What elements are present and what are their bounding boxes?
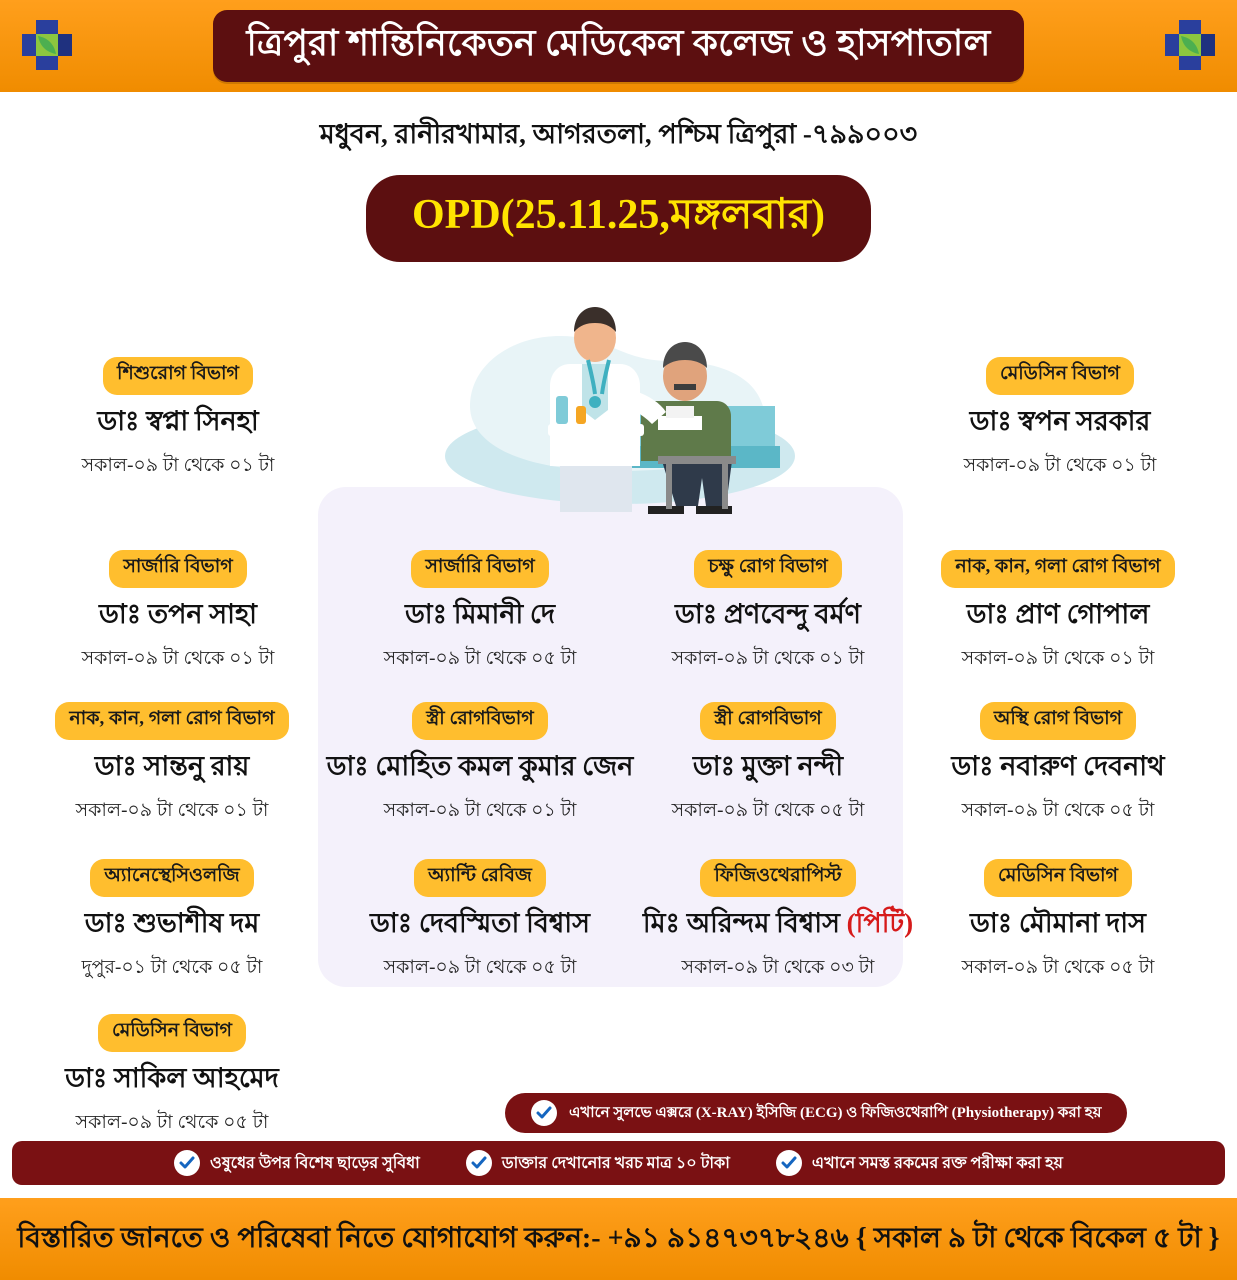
page-title-text: ত্রিপুরা শান্তিনিকেতন মেডিকেল কলেজ ও হাসপাতাল: [246, 23, 991, 63]
doctor-card: [908, 550, 1208, 676]
opd-date-badge: OPD(25.11.25,মঙ্গলবার): [366, 175, 871, 262]
check-icon: [466, 1150, 492, 1176]
department-badge: অ্যান্টি রেবিজ: [414, 859, 546, 897]
check-icon: [531, 1100, 557, 1126]
opd-badge-wrap: [0, 175, 1237, 262]
doctor-time: সকাল-০৯ টা থেকে ০১ টা: [75, 800, 269, 821]
doctor-card: [618, 702, 918, 828]
doctor-name: ডাঃ স্বপ্না সিনহা: [97, 406, 259, 436]
department-badge: সার্জারি বিভাগ: [109, 550, 246, 588]
doctor-name: ডাঃ প্রাণ গোপাল: [966, 599, 1150, 629]
doctor-card: [28, 357, 328, 483]
department-badge: মেডিসিন বিভাগ: [986, 357, 1134, 395]
doctor-card: [320, 702, 640, 828]
page-title: [213, 10, 1025, 82]
doctor-time: সকাল-০৯ টা থেকে ০৫ টা: [961, 957, 1155, 978]
services-note-banner: [505, 1093, 1127, 1133]
benefit-item: [776, 1150, 1063, 1177]
page-header: [0, 0, 1237, 92]
doctor-time: সকাল-০৯ টা থেকে ০১ টা: [81, 455, 275, 476]
contact-text: বিস্তারিত জানতে ও পরিষেবা নিতে যোগাযোগ করুন:- +৯১ ৯১৪৭৩৭৮২৪৬ { সকাল ৯ টা থেকে বিকেল ৫ টা }: [17, 1222, 1220, 1254]
doctor-name: ডাঃ মুক্তা নন্দী: [692, 751, 844, 781]
doctor-name: ডাঃ স্বপন সরকার: [969, 406, 1151, 436]
doctor-name: ডাঃ তপন সাহা: [99, 599, 257, 629]
services-note-text: এখানে সুলভে এক্সরে (X-RAY) ইসিজি (ECG) ও ফিজিওথেরাপি (Physiotherapy) করা হয়: [569, 1104, 1102, 1121]
doctor-card: [22, 702, 322, 828]
department-badge: অ্যানেস্থেসিওলজি: [90, 859, 253, 897]
hospital-cross-logo-right: [1157, 12, 1223, 78]
department-badge: সার্জারি বিভাগ: [411, 550, 548, 588]
doctor-time: সকাল-০৯ টা থেকে ০১ টা: [81, 648, 275, 669]
doctor-name: ডাঃ মোহিত কমল কুমার জেন: [326, 751, 634, 781]
benefit-text: ডাক্তার দেখানোর খরচ মাত্র ১০ টাকা: [501, 1154, 730, 1172]
doctor-card: [908, 702, 1208, 828]
benefit-item: [174, 1150, 420, 1177]
doctor-time: সকাল-০৯ টা থেকে ০৫ টা: [383, 957, 577, 978]
doctor-card: [22, 1014, 322, 1140]
doctor-name: ডাঃ দেবস্মিতা বিশ্বাস: [370, 908, 590, 938]
doctor-time: সকাল-০৯ টা থেকে ০১ টা: [383, 800, 577, 821]
doctor-time: সকাল-০৯ টা থেকে ০৫ টা: [75, 1112, 269, 1133]
benefit-item: [466, 1150, 730, 1177]
doctor-name: ডাঃ নবারুণ দেবনাথ: [951, 751, 1165, 781]
department-badge: মেডিসিন বিভাগ: [984, 859, 1132, 897]
doctor-card: [910, 357, 1210, 483]
doctor-time: সকাল-০৯ টা থেকে ০১ টা: [671, 648, 865, 669]
department-badge: স্ত্রী রোগবিভাগ: [412, 702, 548, 740]
doctor-time: সকাল-০৯ টা থেকে ০৩ টা: [681, 957, 875, 978]
doctor-name: ডাঃ শুভাশীষ দম: [84, 908, 260, 938]
check-icon: [174, 1150, 200, 1176]
doctor-time: সকাল-০৯ টা থেকে ০৫ টা: [383, 648, 577, 669]
doctor-name: ডাঃ মিমানী দে: [404, 599, 556, 629]
department-badge: স্ত্রী রোগবিভাগ: [700, 702, 836, 740]
doctor-schedule-area: [0, 262, 1237, 1132]
benefits-strip: [12, 1141, 1225, 1185]
check-icon: [776, 1150, 802, 1176]
doctor-card: [908, 859, 1208, 985]
doctor-time: দুপুর-০১ টা থেকে ০৫ টা: [81, 957, 263, 978]
doctor-time: সকাল-০৯ টা থেকে ০১ টা: [963, 455, 1157, 476]
doctor-card: [618, 550, 918, 676]
benefit-text: ওষুধের উপর বিশেষ ছাড়ের সুবিধা: [210, 1154, 420, 1172]
doctor-name-tag: (পিটি): [846, 908, 914, 938]
doctor-card: [330, 550, 630, 676]
doctor-name: মিঃ অরিন্দম বিশ্বাস (পিটি): [642, 908, 914, 938]
doctor-name: ডাঃ সান্তনু রায়: [94, 751, 250, 781]
department-badge: ফিজিওথেরাপিস্ট: [700, 859, 855, 897]
doctor-card: [330, 859, 630, 985]
department-badge: চক্ষু রোগ বিভাগ: [694, 550, 841, 588]
doctor-card: [28, 550, 328, 676]
department-badge: শিশুরোগ বিভাগ: [103, 357, 253, 395]
doctor-patient-illustration: [430, 256, 810, 516]
doctor-name: ডাঃ সাকিল আহমেদ: [65, 1063, 279, 1093]
department-badge: মেডিসিন বিভাগ: [98, 1014, 246, 1052]
contact-bar: [0, 1198, 1237, 1280]
department-badge: অস্থি রোগ বিভাগ: [980, 702, 1136, 740]
doctor-time: সকাল-০৯ টা থেকে ০৫ টা: [961, 800, 1155, 821]
doctor-time: সকাল-০৯ টা থেকে ০৫ টা: [671, 800, 865, 821]
hospital-address: মধুবন, রানীরখামার, আগরতলা, পশ্চিম ত্রিপুরা -৭৯৯০০৩: [319, 119, 918, 149]
hospital-cross-logo-left: [14, 12, 80, 78]
doctor-card: [618, 859, 938, 985]
department-badge: নাক, কান, গলা রোগ বিভাগ: [55, 702, 288, 740]
doctor-name: ডাঃ মৌমানা দাস: [970, 908, 1146, 938]
doctor-name: ডাঃ প্রণবেন্দু বর্মণ: [675, 599, 861, 629]
doctor-time: সকাল-০৯ টা থেকে ০১ টা: [961, 648, 1155, 669]
doctor-card: [22, 859, 322, 985]
department-badge: নাক, কান, গলা রোগ বিভাগ: [941, 550, 1174, 588]
benefit-text: এখানে সমস্ত রকমের রক্ত পরীক্ষা করা হয়: [811, 1154, 1063, 1172]
